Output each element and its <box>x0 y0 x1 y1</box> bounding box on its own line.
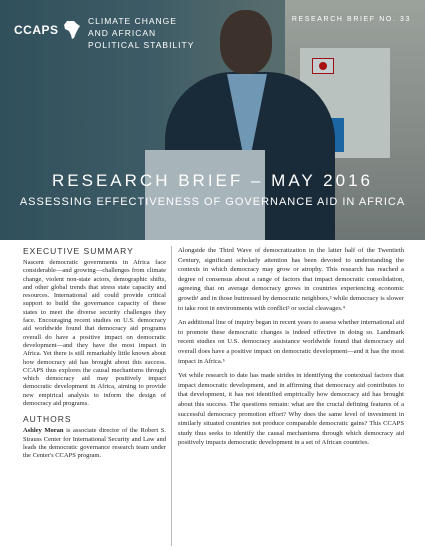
brief-number: RESEARCH BRIEF NO. 33 <box>291 16 411 23</box>
authors-text <box>23 427 166 460</box>
authors-heading: AUTHORS <box>23 414 72 425</box>
summary-text: Nascent democratic governments in Africa face considerable—and growing—challenges from climate change, violent non-state actors, demographic shifts, and other global trends that stress state capacity and resources. International aid could provide critical support to build the governance capacity of these states to meet the diverse security challenges they face. Encouraging recent studies on U.S. democracy aid worldwide found that democracy aid programs overall do have a positive impact on democratic development—and they have the most impact in Africa. Yet there is still remarkably little known about how democracy aid has brought about this success. CCAPS thus explores the causal mechanisms through which democracy aid may positively impact democratic development in Africa, aiming to provide new empirical analysis to inform the design of democracy aid programs. <box>23 259 166 408</box>
body-paragraph: Alongside the Third Wave of democratization in the latter half of the Twentieth Century, significant scholarly attention has been devoted to understanding the contexts in which democracy may grow or atrophy. This research has reached a degree of consensus about a range of factors that impact democratic consolidation, agreeing that on average democracy grows in countries experiencing economic growth¹ and in those buttressed by democratic neighbors,² while democracy is slower to take root in environments with conflict³ or social cleavages.⁴ <box>178 247 404 312</box>
program-line: AND AFRICAN <box>88 28 157 38</box>
author-bio: is associate director of the Robert S. Strauss Center for International Security and Law and leads the democratic governance research team under the Center's CCAPS program. <box>23 427 166 460</box>
body-paragraph: An additional line of inquiry began in recent years to assess whether international aid to promote these democratic changes is indeed effective in doing so. Landmark recent studies on U.S. democracy assistance worldwide found that democracy aid overall does have a positive impact on democratic development—and it has the most impact in Africa.⁵ <box>178 319 404 365</box>
page-subtitle: ASSESSING EFFECTIVENESS OF GOVERNANCE AID IN AFRICA <box>19 196 406 208</box>
summary-heading: EXECUTIVE SUMMARY <box>23 246 134 256</box>
program-line: POLITICAL STABILITY <box>88 40 195 50</box>
author-name: Ashley Moran <box>23 427 64 435</box>
left-column <box>23 246 166 461</box>
right-column <box>178 246 404 453</box>
column-divider <box>171 246 172 546</box>
ccaps-logo <box>14 20 81 40</box>
program-line: CLIMATE CHANGE <box>88 16 177 26</box>
body-paragraph: Yet while research to date has made strides in identifying the contextual factors that impact democratic development, and in affirming that democracy aid contributes to that development, it has not identified empirically how democracy aid has brought about this success. The questions remain: what are the crucial defining features of a successful democracy promotion effort? Why does the same level of investment in similarly situated countries not produce comparable democratic gains? This CCAPS study thus seeks to identify the causal mechanisms through which democracy aid positively impacts democratic development in a set of African countries. <box>178 372 404 447</box>
page-title: RESEARCH BRIEF – MAY 2016 <box>52 171 373 190</box>
africa-map-icon <box>63 20 81 40</box>
logo-wordmark: CCAPS <box>14 23 59 37</box>
program-name <box>88 15 194 51</box>
